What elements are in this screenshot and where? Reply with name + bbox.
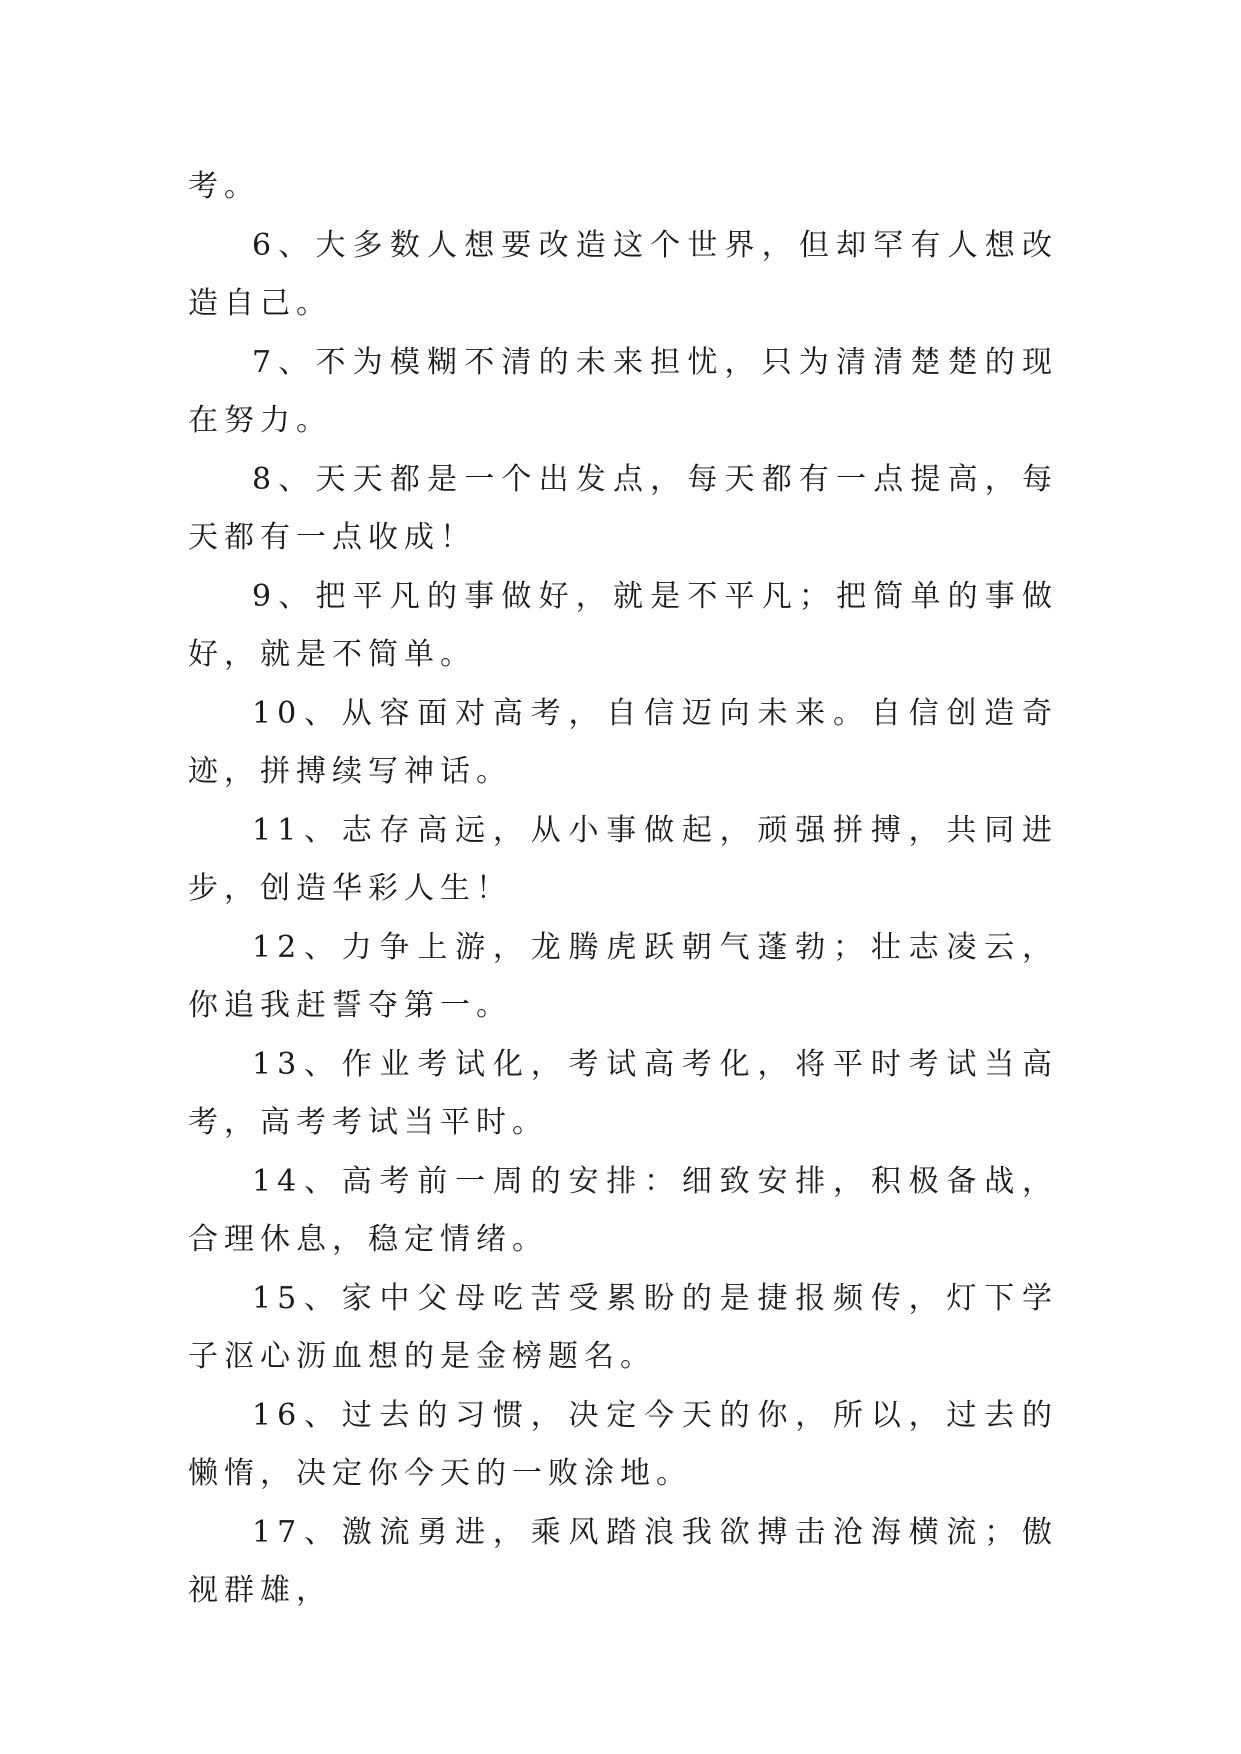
- paragraph-continuation: 考。: [188, 169, 260, 204]
- paragraph-item-12: 12、力争上游，龙腾虎跃朝气蓬勃；壮志凌云，你追我赶誓夺第一。: [188, 929, 1058, 1023]
- paragraph-item-14: 14、高考前一周的安排：细致安排，积极备战，合理休息，稳定情绪。: [188, 1163, 1058, 1257]
- paragraph-item-7: 7、不为模糊不清的未来担忧，只为清清楚楚的现在努力。: [188, 344, 1058, 438]
- paragraph-item-17: 17、激流勇进，乘风踏浪我欲搏击沧海横流；傲视群雄，: [188, 1514, 1058, 1608]
- paragraph-item-13: 13、作业考试化，考试高考化，将平时考试当高考，高考考试当平时。: [188, 1046, 1058, 1140]
- paragraph-item-10: 10、从容面对高考，自信迈向未来。自信创造奇迹，拼搏续写神话。: [188, 695, 1058, 789]
- paragraph-item-8: 8、天天都是一个出发点，每天都有一点提高，每天都有一点收成！: [188, 461, 1058, 555]
- paragraph-item-6: 6、大多数人想要改造这个世界，但却罕有人想改造自己。: [188, 227, 1058, 321]
- body-text: [188, 158, 1058, 1621]
- paragraph-item-16: 16、过去的习惯，决定今天的你，所以，过去的懒惰，决定你今天的一败涂地。: [188, 1397, 1058, 1491]
- paragraph-item-15: 15、家中父母吃苦受累盼的是捷报频传，灯下学子沤心沥血想的是金榜题名。: [188, 1280, 1058, 1374]
- paragraph-item-11: 11、志存高远，从小事做起，顽强拼搏，共同进步，创造华彩人生！: [188, 812, 1058, 906]
- paragraph-item-9: 9、把平凡的事做好，就是不平凡；把简单的事做好，就是不简单。: [188, 578, 1058, 672]
